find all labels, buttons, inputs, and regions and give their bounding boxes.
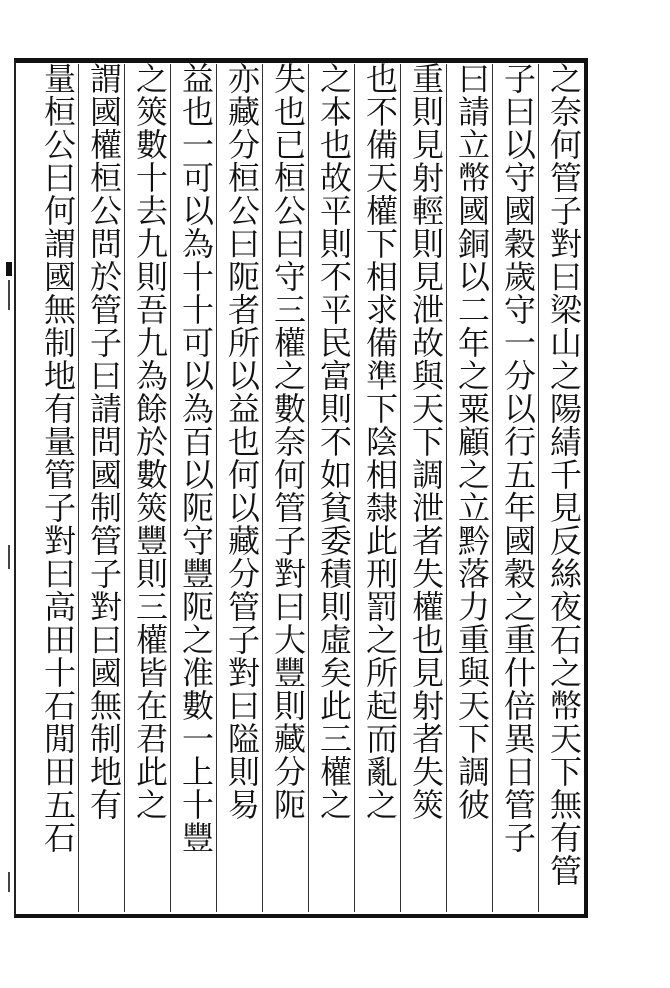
text-column: 失也已桓公曰守三權之數奈何管子對曰大豐則藏分阨	[269, 62, 307, 821]
text-column: 益也一可以為十十可以為百以阨守豐阨之准數一上十豐	[177, 62, 215, 854]
column-rule	[124, 64, 125, 912]
text-column: 謂國權桓公問於管子曰請問國制管子對曰國無制地有	[85, 62, 123, 821]
text-column: 亦藏分桓公曰阨者所以益也何以藏分管子對曰隘則易	[223, 62, 261, 821]
text-column: 之筴數十去九則吾九為餘於數筴豐則三權皆在君此之	[131, 62, 169, 821]
text-column: 曰請立幣國銅以二年之粟顧之立黔落力重與天下調彼	[453, 62, 491, 821]
margin-mark	[8, 545, 10, 569]
column-rule	[354, 64, 355, 912]
column-rule	[492, 64, 493, 912]
column-rule	[308, 64, 309, 912]
text-column: 之本也故平則不平民富則不如貧委積則虛矣此三權之	[315, 62, 353, 821]
column-rule	[216, 64, 217, 912]
margin-mark	[6, 262, 12, 276]
column-rule	[170, 64, 171, 912]
column-rule	[78, 64, 79, 912]
column-rule	[538, 64, 539, 912]
column-rule	[400, 64, 401, 912]
column-rule	[262, 64, 263, 912]
text-column: 重則見射輕則見泄故與天下調泄者失權也見射者失筴	[407, 62, 445, 821]
text-column: 量桓公曰何謂國無制地有量管子對曰高田十石閒田五石	[39, 62, 77, 854]
column-rule	[446, 64, 447, 912]
margin-mark	[8, 872, 10, 892]
text-column: 子曰以守國穀歲守一分以行五年國穀之重什倍異日管子	[499, 62, 537, 854]
margin-mark	[8, 280, 10, 310]
text-column: 也不備天權下相求備準下陰相隸此刑罰之所起而亂之	[361, 62, 399, 821]
text-column: 之奈何管子對曰梁山之陽綪千見反絲夜石之幣天下無有管	[545, 62, 583, 887]
